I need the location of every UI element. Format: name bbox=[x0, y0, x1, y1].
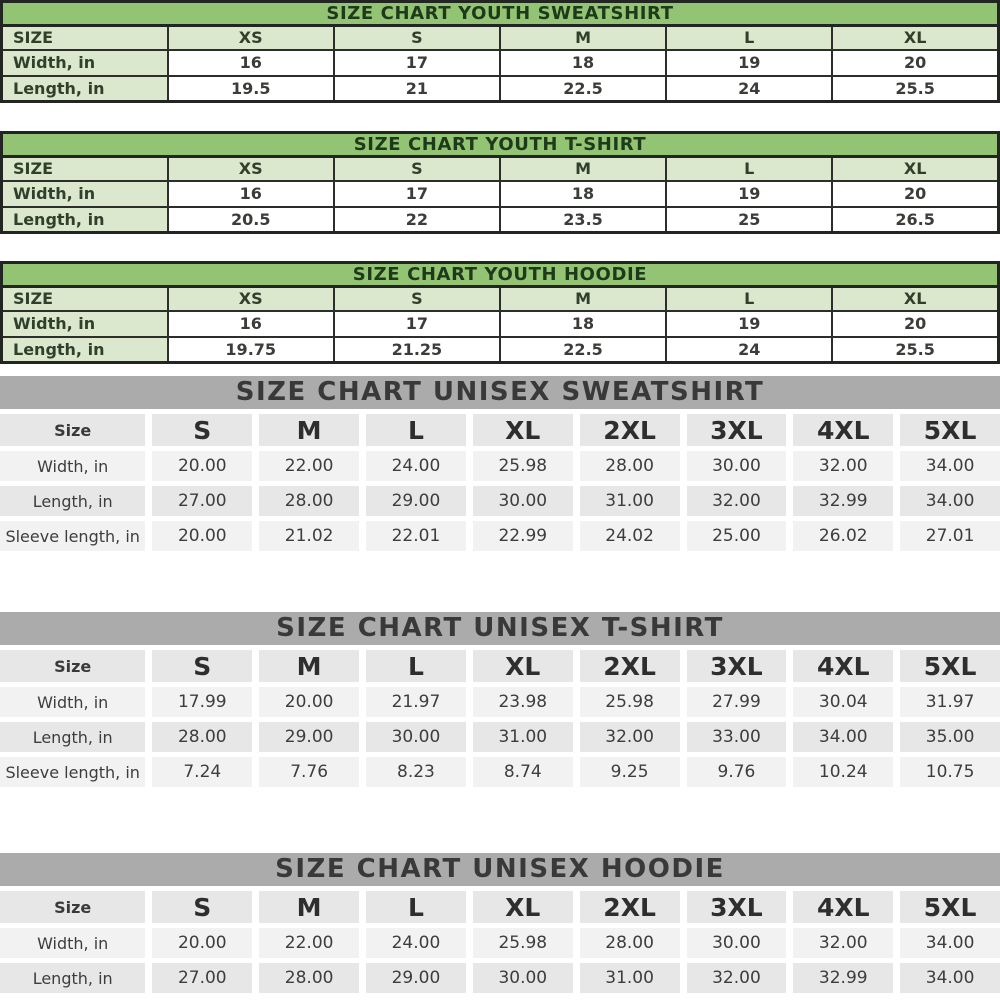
row-label: Width, in bbox=[2, 311, 168, 337]
table-title-row bbox=[2, 133, 999, 157]
table-title: SIZE CHART YOUTH HOODIE bbox=[2, 263, 999, 287]
size-label-cell: SIZE bbox=[2, 157, 168, 181]
measure-value: 30.00 bbox=[687, 928, 787, 958]
youth-hoodie-size-chart bbox=[0, 261, 1000, 364]
measure-value: 20.00 bbox=[152, 928, 252, 958]
table-row bbox=[2, 337, 999, 363]
measure-value: 32.00 bbox=[793, 928, 893, 958]
size-column-header: S bbox=[334, 26, 500, 50]
row-label: Width, in bbox=[0, 451, 145, 481]
measure-value: 27.01 bbox=[900, 521, 1000, 551]
table-row bbox=[2, 181, 999, 207]
measure-value: 16 bbox=[168, 50, 334, 76]
measure-value: 9.76 bbox=[687, 757, 787, 787]
measure-value: 25.98 bbox=[473, 928, 573, 958]
size-column-header: M bbox=[500, 287, 666, 311]
size-column-header: 2XL bbox=[580, 891, 680, 923]
section-title: SIZE CHART UNISEX SWEATSHIRT bbox=[0, 376, 1000, 409]
measure-value: 19 bbox=[666, 50, 832, 76]
unisex-tshirt-size-chart bbox=[0, 612, 1000, 792]
measure-value: 23.5 bbox=[500, 207, 666, 233]
measure-value: 25.98 bbox=[580, 687, 680, 717]
size-column-header: XL bbox=[473, 650, 573, 682]
measure-value: 21.02 bbox=[259, 521, 359, 551]
measure-value: 20 bbox=[832, 181, 998, 207]
table-row bbox=[0, 687, 1000, 717]
size-column-header: XL bbox=[832, 26, 998, 50]
size-column-header: XL bbox=[473, 891, 573, 923]
table-header-row bbox=[0, 650, 1000, 682]
measure-value: 32.00 bbox=[793, 451, 893, 481]
size-column-header: 3XL bbox=[687, 650, 787, 682]
measure-value: 27.00 bbox=[152, 963, 252, 993]
size-column-header: S bbox=[334, 287, 500, 311]
measure-value: 26.5 bbox=[832, 207, 998, 233]
size-column-header: L bbox=[666, 287, 832, 311]
section-title: SIZE CHART UNISEX T-SHIRT bbox=[0, 612, 1000, 645]
measure-value: 20.00 bbox=[152, 521, 252, 551]
measure-value: 25.00 bbox=[687, 521, 787, 551]
row-label: Width, in bbox=[2, 181, 168, 207]
measure-value: 34.00 bbox=[900, 486, 1000, 516]
measure-value: 19 bbox=[666, 181, 832, 207]
measure-value: 32.99 bbox=[793, 486, 893, 516]
size-column-header: S bbox=[152, 650, 252, 682]
row-label: Length, in bbox=[2, 337, 168, 363]
measure-value: 16 bbox=[168, 311, 334, 337]
measure-value: 35.00 bbox=[900, 722, 1000, 752]
measure-value: 22 bbox=[334, 207, 500, 233]
row-label: Sleeve length, in bbox=[0, 521, 145, 551]
table-row bbox=[0, 486, 1000, 516]
row-label: Length, in bbox=[2, 207, 168, 233]
measure-value: 30.00 bbox=[473, 486, 573, 516]
size-table bbox=[0, 0, 1000, 103]
measure-value: 17.99 bbox=[152, 687, 252, 717]
row-label: Length, in bbox=[0, 486, 145, 516]
size-column-header: 5XL bbox=[900, 650, 1000, 682]
row-label: Sleeve length, in bbox=[0, 757, 145, 787]
measure-value: 25.98 bbox=[473, 451, 573, 481]
section-title: SIZE CHART UNISEX HOODIE bbox=[0, 853, 1000, 886]
measure-value: 20.00 bbox=[259, 687, 359, 717]
size-column-header: 3XL bbox=[687, 891, 787, 923]
measure-value: 22.5 bbox=[500, 337, 666, 363]
row-label: Length, in bbox=[0, 722, 145, 752]
measure-value: 20 bbox=[832, 311, 998, 337]
measure-value: 31.00 bbox=[580, 963, 680, 993]
size-table bbox=[0, 131, 1000, 234]
measure-value: 19 bbox=[666, 311, 832, 337]
size-column-header: 4XL bbox=[793, 891, 893, 923]
size-table bbox=[0, 645, 1000, 792]
unisex-tshirt-table bbox=[0, 645, 1000, 792]
measure-value: 20.5 bbox=[168, 207, 334, 233]
row-label: Length, in bbox=[0, 963, 145, 993]
measure-value: 30.00 bbox=[366, 722, 466, 752]
table-row bbox=[0, 963, 1000, 993]
size-label-cell: Size bbox=[0, 650, 145, 682]
measure-value: 18 bbox=[500, 181, 666, 207]
measure-value: 28.00 bbox=[152, 722, 252, 752]
measure-value: 29.00 bbox=[259, 722, 359, 752]
measure-value: 27.99 bbox=[687, 687, 787, 717]
unisex-hoodie-table bbox=[0, 886, 1000, 998]
size-column-header: L bbox=[366, 650, 466, 682]
table-header-row bbox=[2, 157, 999, 181]
table-row bbox=[0, 757, 1000, 787]
size-column-header: XS bbox=[168, 287, 334, 311]
size-column-header: 2XL bbox=[580, 414, 680, 446]
measure-value: 24 bbox=[666, 76, 832, 102]
table-title: SIZE CHART YOUTH T-SHIRT bbox=[2, 133, 999, 157]
row-label: Width, in bbox=[2, 50, 168, 76]
measure-value: 20.00 bbox=[152, 451, 252, 481]
measure-value: 19.75 bbox=[168, 337, 334, 363]
measure-value: 29.00 bbox=[366, 486, 466, 516]
measure-value: 24 bbox=[666, 337, 832, 363]
size-label-cell: Size bbox=[0, 891, 145, 923]
measure-value: 28.00 bbox=[580, 928, 680, 958]
measure-value: 25 bbox=[666, 207, 832, 233]
row-label: Width, in bbox=[0, 928, 145, 958]
measure-value: 28.00 bbox=[259, 963, 359, 993]
measure-value: 24.00 bbox=[366, 451, 466, 481]
size-label-cell: SIZE bbox=[2, 287, 168, 311]
measure-value: 34.00 bbox=[793, 722, 893, 752]
size-column-header: XL bbox=[473, 414, 573, 446]
measure-value: 8.23 bbox=[366, 757, 466, 787]
measure-value: 30.04 bbox=[793, 687, 893, 717]
measure-value: 24.02 bbox=[580, 521, 680, 551]
measure-value: 28.00 bbox=[259, 486, 359, 516]
measure-value: 21 bbox=[334, 76, 500, 102]
measure-value: 21.25 bbox=[334, 337, 500, 363]
measure-value: 28.00 bbox=[580, 451, 680, 481]
size-column-header: S bbox=[152, 414, 252, 446]
measure-value: 7.76 bbox=[259, 757, 359, 787]
row-label: Length, in bbox=[2, 76, 168, 102]
row-label: Width, in bbox=[0, 687, 145, 717]
size-column-header: M bbox=[500, 157, 666, 181]
measure-value: 17 bbox=[334, 50, 500, 76]
size-column-header: 3XL bbox=[687, 414, 787, 446]
measure-value: 24.00 bbox=[366, 928, 466, 958]
unisex-sweatshirt-table bbox=[0, 409, 1000, 556]
measure-value: 31.00 bbox=[580, 486, 680, 516]
size-column-header: 2XL bbox=[580, 650, 680, 682]
measure-value: 18 bbox=[500, 50, 666, 76]
measure-value: 30.00 bbox=[473, 963, 573, 993]
measure-value: 27.00 bbox=[152, 486, 252, 516]
table-row bbox=[2, 207, 999, 233]
size-column-header: 4XL bbox=[793, 650, 893, 682]
size-column-header: M bbox=[259, 650, 359, 682]
size-column-header: XL bbox=[832, 157, 998, 181]
measure-value: 7.24 bbox=[152, 757, 252, 787]
table-header-row bbox=[2, 26, 999, 50]
measure-value: 29.00 bbox=[366, 963, 466, 993]
table-header-row bbox=[0, 891, 1000, 923]
unisex-sweatshirt-size-chart bbox=[0, 376, 1000, 556]
size-label-cell: Size bbox=[0, 414, 145, 446]
measure-value: 16 bbox=[168, 181, 334, 207]
unisex-hoodie-size-chart bbox=[0, 853, 1000, 998]
measure-value: 30.00 bbox=[687, 451, 787, 481]
measure-value: 34.00 bbox=[900, 963, 1000, 993]
table-title-row bbox=[2, 263, 999, 287]
measure-value: 22.99 bbox=[473, 521, 573, 551]
measure-value: 23.98 bbox=[473, 687, 573, 717]
measure-value: 34.00 bbox=[900, 451, 1000, 481]
measure-value: 31.97 bbox=[900, 687, 1000, 717]
measure-value: 32.00 bbox=[687, 486, 787, 516]
size-table bbox=[0, 409, 1000, 556]
table-title: SIZE CHART YOUTH SWEATSHIRT bbox=[2, 2, 999, 26]
measure-value: 17 bbox=[334, 181, 500, 207]
size-column-header: 5XL bbox=[900, 414, 1000, 446]
size-column-header: XS bbox=[168, 157, 334, 181]
measure-value: 25.5 bbox=[832, 337, 998, 363]
measure-value: 18 bbox=[500, 311, 666, 337]
size-column-header: L bbox=[666, 26, 832, 50]
size-column-header: M bbox=[259, 414, 359, 446]
table-header-row bbox=[2, 287, 999, 311]
table-title-row bbox=[2, 2, 999, 26]
measure-value: 9.25 bbox=[580, 757, 680, 787]
size-column-header: XS bbox=[168, 26, 334, 50]
size-column-header: L bbox=[666, 157, 832, 181]
table-row bbox=[0, 521, 1000, 551]
measure-value: 32.99 bbox=[793, 963, 893, 993]
size-label-cell: SIZE bbox=[2, 26, 168, 50]
table-row bbox=[2, 76, 999, 102]
size-column-header: L bbox=[366, 414, 466, 446]
size-table bbox=[0, 886, 1000, 998]
table-row bbox=[0, 928, 1000, 958]
table-row bbox=[2, 50, 999, 76]
table-row bbox=[2, 311, 999, 337]
measure-value: 10.75 bbox=[900, 757, 1000, 787]
measure-value: 8.74 bbox=[473, 757, 573, 787]
youth-tshirt-size-chart bbox=[0, 131, 1000, 234]
measure-value: 21.97 bbox=[366, 687, 466, 717]
measure-value: 25.5 bbox=[832, 76, 998, 102]
measure-value: 22.01 bbox=[366, 521, 466, 551]
measure-value: 10.24 bbox=[793, 757, 893, 787]
table-row bbox=[0, 451, 1000, 481]
size-column-header: S bbox=[152, 891, 252, 923]
measure-value: 32.00 bbox=[687, 963, 787, 993]
measure-value: 31.00 bbox=[473, 722, 573, 752]
table-row bbox=[0, 722, 1000, 752]
size-column-header: 5XL bbox=[900, 891, 1000, 923]
measure-value: 22.5 bbox=[500, 76, 666, 102]
size-column-header: XL bbox=[832, 287, 998, 311]
youth-sweatshirt-size-chart bbox=[0, 0, 1000, 103]
measure-value: 26.02 bbox=[793, 521, 893, 551]
measure-value: 32.00 bbox=[580, 722, 680, 752]
measure-value: 34.00 bbox=[900, 928, 1000, 958]
size-column-header: M bbox=[500, 26, 666, 50]
measure-value: 22.00 bbox=[259, 928, 359, 958]
measure-value: 22.00 bbox=[259, 451, 359, 481]
size-column-header: S bbox=[334, 157, 500, 181]
measure-value: 33.00 bbox=[687, 722, 787, 752]
measure-value: 20 bbox=[832, 50, 998, 76]
size-column-header: M bbox=[259, 891, 359, 923]
table-header-row bbox=[0, 414, 1000, 446]
measure-value: 17 bbox=[334, 311, 500, 337]
size-column-header: L bbox=[366, 891, 466, 923]
measure-value: 19.5 bbox=[168, 76, 334, 102]
size-column-header: 4XL bbox=[793, 414, 893, 446]
size-table bbox=[0, 261, 1000, 364]
